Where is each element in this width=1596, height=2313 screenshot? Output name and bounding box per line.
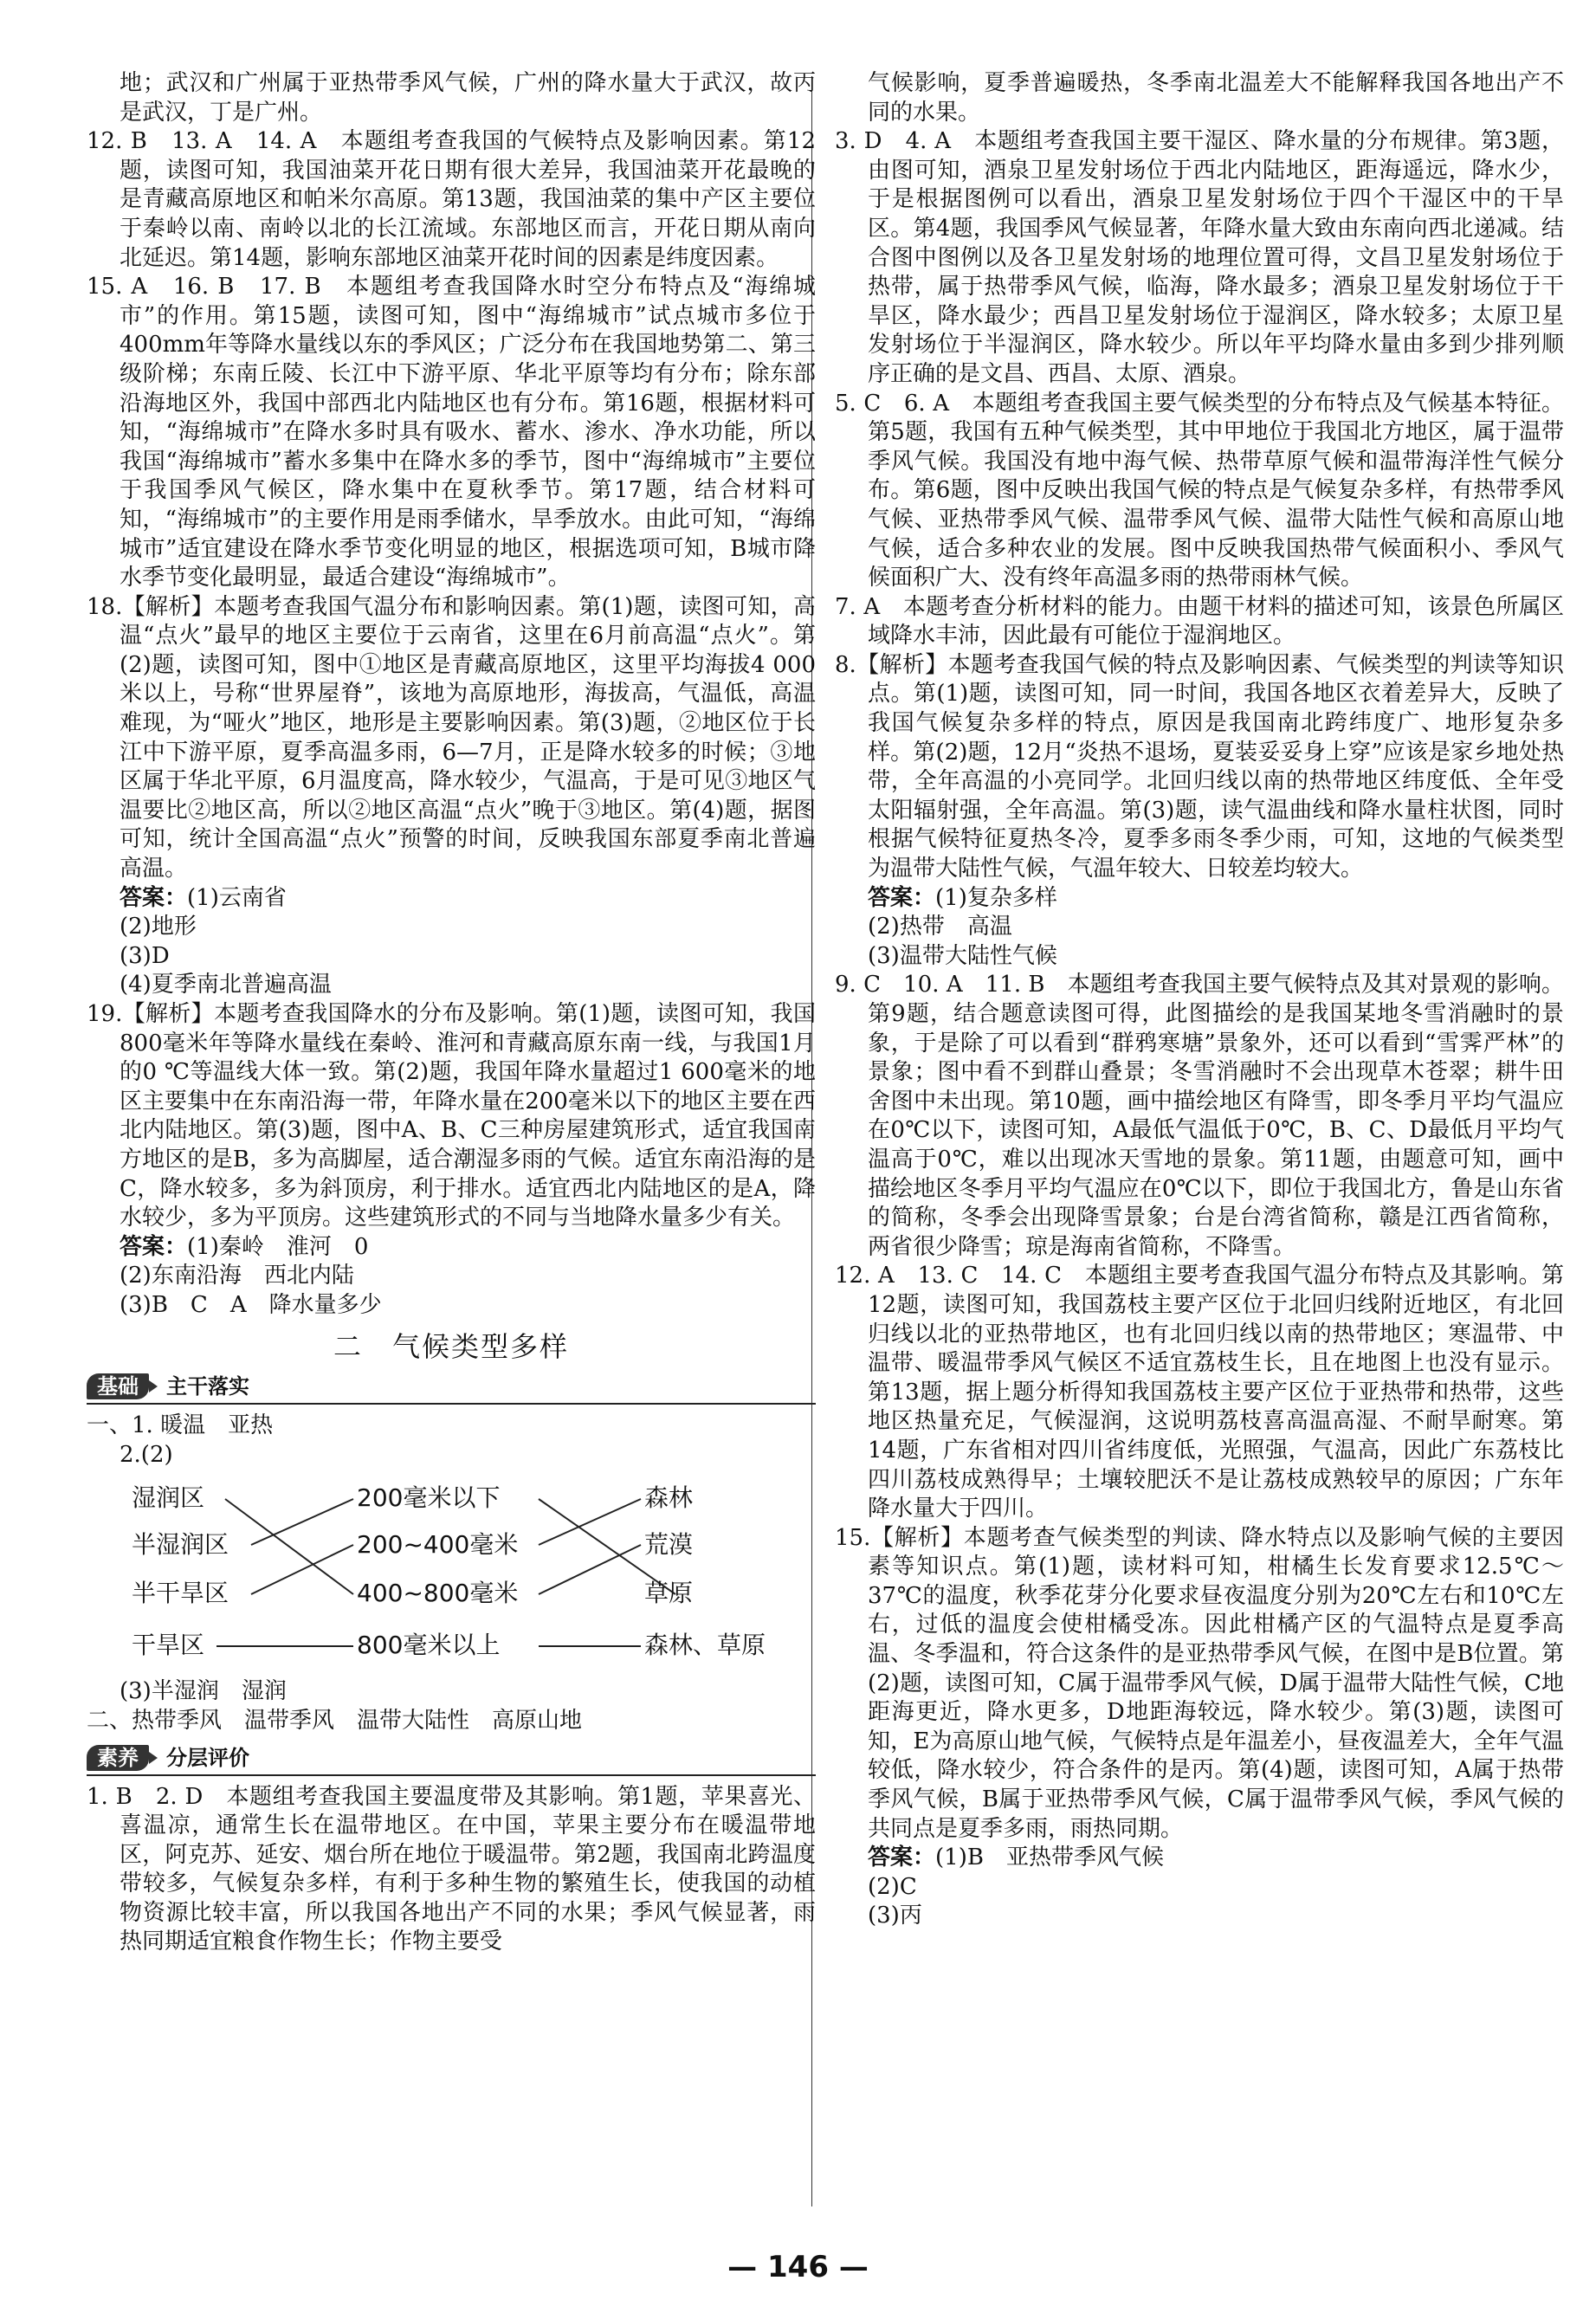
match-left-item: 湿润区 xyxy=(132,1483,205,1513)
paragraph: 气候影响，夏季普遍暖热，冬季南北温差大不能解释我国各地出产不同的水果。 xyxy=(868,70,1564,126)
section-label: 主干落实 xyxy=(166,1374,249,1399)
match-line xyxy=(225,1499,353,1594)
match-right-item: 森林 xyxy=(644,1483,694,1513)
match-left-item: 半干旱区 xyxy=(132,1579,229,1608)
answer-18-label: 答案：(1)云南省 xyxy=(120,884,287,911)
answer-19: 19.【解析】本题考查我国降水的分布及影响。第(1)题，读图可知，我国800毫米年等降水量线在秦岭、淮河和青藏高原东南一线，与我国1月的0 ℃等温线大体一致。第(2)题，我国年降水量超过1 600毫米的地区主要集中在东南沿海一带，年降水量在200毫米以下的地区主要在西北内陆地区。第(3)题，图中A、B、C三种房屋建筑形式，适宜我国南方地区的是B，多为高脚屋，适合潮湿多雨的气候。适宜东南沿海的是C，降水较多，多为斜顶房，利于排水。适宜西北内陆地区的是A，降水较少，多为平顶房。这些建筑形式的不同与当地降水量多少有关。 xyxy=(87,1001,816,1231)
answer-15-line: (2)C xyxy=(868,1873,917,1900)
answer-15: 15.【解析】本题考查气候类型的判读、降水特点以及影响气候的主要因素等知识点。第(1)题，读材料可知，柑橘生长发育要求12.5℃～37℃的温度，秋季花芽分化要求昼夜温度分别为20℃左右和10℃左右，过低的温度会使柑橘受冻。因此柑橘产区的气温特点是夏季高温、冬季温和，符合这条件的是亚热带季风气候，在图中是B位置。第(2)题，读图可知，C属于温带季风气候，D属于温带大陆性气候，C地距海更近，降水更多，D地距海较远，降水较少。第(3)题，读图可知，E为高原山地气候，气候特点是年温差小，昼夜温差大，全年气温较低，降水较少，符合条件的是丙。第(4)题，读图可知，A属于热带季风气候，B属于亚热带季风气候，C属于温带季风气候，季风气候的共同点是夏季多雨，雨热同期。 xyxy=(835,1524,1564,1842)
answer-15-17: 15. A 16. B 17. B 本题组考查我国降水时空分布特点及“海绵城市”的作用。第15题，读图可知，图中“海绵城市”试点城市多位于400mm年等降水量线以东的季风区；广泛分布在我国地势第二、第三级阶梯；东南丘陵、长江中下游平原、华北平原等均有分布；除东部沿海地区外，我国中部西北内陆地区也有分布。第16题，根据材料可知，“海绵城市”在降水多时具有吸水、蓄水、渗水、净水功能，所以我国“海绵城市”蓄水多集中在降水多的季节，图中“海绵城市”主要位于我国季风气候区，降水集中在夏秋季节。第17题，结合材料可知，“海绵城市”的主要作用是雨季储水，旱季放水。由此可知，“海绵城市”适宜建设在降水季节变化明显的地区，根据选项可知，B城市降水季节变化最明显，最适合建设“海绵城市”。 xyxy=(87,274,816,591)
section-bar-competency xyxy=(87,1741,816,1776)
match-line xyxy=(539,1499,641,1545)
match-right-item: 草原 xyxy=(644,1579,694,1608)
answer-12-14: 12. B 13. A 14. A 本题组考查我国的气候特点及影响因素。第12题，读图可知，我国油菜开花日期有很大差异，我国油菜开花最晚的是青藏高原地区和帕米尔高原。第13题，我国油菜的集中产区主要位于秦岭以南、南岭以北的长江流域。东部地区而言，开花日期从南向北延迟。第14题，影响东部地区油菜开花时间的因素是纬度因素。 xyxy=(87,128,816,271)
left-column xyxy=(87,69,816,1957)
answer-7: 7. A 本题考查分析材料的能力。由题干材料的描述可知，该景色所属区域降水丰沛，因此最有可能位于湿润地区。 xyxy=(835,593,1564,649)
match-right-item: 森林、草原 xyxy=(644,1631,766,1660)
paragraph: 地；武汉和广州属于亚热带季风气候，广州的降水量大于武汉，故丙是武汉，丁是广州。 xyxy=(120,70,816,126)
answer-1-2: 1. B 2. D 本题组考查我国主要温度带及其影响。第1题，苹果喜光、喜温凉，通常生长在温带地区。在中国，苹果主要分布在暖温带地区，阿克苏、延安、烟台所在地位于暖温带。第2题，我国南北跨温度带较多，气候复杂多样，有利于多种生物的繁殖生长，使我国的动植物资源比较丰富，所以我国各地出产不同的水果；季风气候显著，雨热同期适宜粮食作物生长；作物主要受 xyxy=(87,1783,816,1955)
match-line xyxy=(251,1499,353,1545)
match-left-item: 干旱区 xyxy=(132,1631,205,1660)
basic-answer-2: 2.(2) xyxy=(120,1441,173,1468)
answer-8-line: (3)温带大陆性气候 xyxy=(868,942,1057,969)
answer-18-line: (4)夏季南北普遍高温 xyxy=(120,972,332,998)
answer-8-label: 答案：(1)复杂多样 xyxy=(868,884,1057,911)
answer-15-label: 答案：(1)B 亚热带季风气候 xyxy=(868,1845,1164,1871)
answer-5-6: 5. C 6. A 本题组考查我国主要气候类型的分布特点及气候基本特征。第5题，我国有五种气候类型，其中甲地位于我国北方地区，属于温带季风气候。我国没有地中海气候、热带草原气候和温带海洋性气候分布。第6题，图中反映出我国气候的特点是气候复杂多样，有热带季风气候、亚热带季风气候、温带季风气候、温带大陆性气候和高原山地气候，适合多种农业的发展。图中反映我国热带气候面积小、季风气候面积广大、没有终年高温多雨的热带雨林气候。 xyxy=(835,390,1564,591)
section-title: 二 气候类型多样 xyxy=(333,1329,569,1363)
section-bar-basic xyxy=(87,1370,816,1405)
answer-19-label: 答案：(1)秦岭 淮河 0 xyxy=(120,1233,369,1260)
answer-8-line: (2)热带 高温 xyxy=(868,914,1012,940)
match-line xyxy=(251,1545,353,1594)
page-number: — 146 — xyxy=(727,2250,869,2284)
match-mid-item: 800毫米以上 xyxy=(357,1631,501,1660)
answer-8: 8.【解析】本题考查我国气候的特点及影响因素、气候类型的判读等知识点。第(1)题，读图可知，同一时间，我国各地区衣着差异大，反映了我国气候复杂多样的特点，原因是我国南北跨纬度广、地形复杂多样。第(2)题，12月“炎热不退场，夏装妥妥身上穿”应该是家乡地处热带，全年高温的小亮同学。北回归线以南的热带地区纬度低、全年受太阳辐射强，全年高温。第(3)题，读气温曲线和降水量柱状图，同时根据气候特征夏热冬冷，夏季多雨冬季少雨，可知，这地的气候类型为温带大陆性气候，气温年较大、日较差均较大。 xyxy=(835,651,1564,882)
answer-18: 18.【解析】本题考查我国气温分布和影响因素。第(1)题，读图可知，高温“点火”最早的地区主要位于云南省，这里在6月前高温“点火”。第(2)题，读图可知，图中①地区是青藏高原地区，这里平均海拔4 000米以上，号称“世界屋脊”，该地为高原地形，海拔高，气温低，高温难现，为“哑火”地区，地形是主要影响因素。第(3)题，②地区位于长江中下游平原，夏季高温多雨，6—7月，正是降水较多的时候；③地区属于华北平原，6月温度高，降水较少，气温高，于是可见③地区气温要比②地区高，所以②地区高温“点火”晚于③地区。第(4)题，据图可知，统计全国高温“点火”预警的时间，反映我国东部夏季南北普遍高温。 xyxy=(87,593,816,882)
answer-18-line: (3)D xyxy=(120,942,170,969)
match-line xyxy=(539,1545,641,1594)
answer-3-4: 3. D 4. A 本题组考查我国主要干湿区、降水量的分布规律。第3题，由图可知，酒泉卫星发射场位于西北内陆地区，距海遥远，降水少，于是根据图例可以看出，酒泉卫星发射场位于四个干湿区中的干旱区。第4题，我国季风气候显著，年降水量大致由东南向西北递减。结合图中图例以及各卫星发射场的地理位置可得，文昌卫星发射场位于热带，属于热带季风气候，临海，降水最多；酒泉卫星发射场位于干旱区，降水最少；西昌卫星发射场位于湿润区，降水较多；太原卫星发射场位于半湿润区，降水较少。所以年平均降水量由多到少排列顺序正确的是文昌、西昌、太原、酒泉。 xyxy=(835,128,1564,387)
match-right-item: 荒漠 xyxy=(644,1530,694,1560)
answer-19-line: (2)东南沿海 西北内陆 xyxy=(120,1263,354,1289)
answer-12-14: 12. A 13. C 14. C 本题组主要考查我国气温分布特点及其影响。第12题，读图可知，我国荔枝主要产区位于北回归线附近地区，有北回归线以北的亚热带地区，也有北回归线以南的热带地区；寒温带、中温带、暖温带季风气候区不适宜荔枝生长，且在地图上也没有显示。第13题，据上题分析得知我国荔枝主要产区位于亚热带和热带，这些地区热量充足，气候湿润，这说明荔枝喜高温高湿、不耐旱耐寒。第14题，广东省相对四川省纬度低，光照强，气温高，因此广东荔枝比四川荔枝成熟得早；土壤较肥沃不是让荔枝成熟较早的原因；广东年降水量大于四川。 xyxy=(835,1263,1564,1522)
right-column xyxy=(835,69,1564,1931)
answer-18-line: (2)地形 xyxy=(120,914,197,940)
section-label: 分层评价 xyxy=(166,1745,249,1770)
match-mid-item: 200毫米以下 xyxy=(357,1483,501,1513)
basic-answer-3: (3)半湿润 湿润 xyxy=(120,1678,287,1705)
answer-9-11: 9. C 10. A 11. B 本题组考查我国主要气候特点及其对景观的影响。第9题，结合题意读图可得，此图描绘的是我国某地冬雪消融时的景象，于是除了可以看到“群鸦寒塘”景象外，还可以看到“雪霁严林”的景象；图中看不到群山叠景；冬雪消融时不会出现草木苍翠；耕牛田舍图中未出现。第10题，画中描绘地区有降雪，即冬季月平均气温应在0℃以下，读图可知，A最低气温低于0℃，B、C、D最低月平均气温高于0℃，难以出现冰天雪地的景象。第11题，由题意可知，画中描绘地区冬季月平均气温应在0℃以下，即位于我国北方，鲁是山东省的简称，冬季会出现降雪景象；台是台湾省简称，赣是江西省简称，两省很少降雪；琼是海南省简称，不降雪。 xyxy=(835,972,1564,1260)
basic-answer-4: 二、热带季风 温带季风 温带大陆性 高原山地 xyxy=(87,1707,583,1734)
match-mid-item: 200~400毫米 xyxy=(357,1530,519,1560)
answer-15-line: (3)丙 xyxy=(868,1903,922,1929)
basic-answer-1: 一、1. 暖温 亚热 xyxy=(87,1412,274,1439)
section-tag: 基础 xyxy=(87,1373,149,1399)
match-left-item: 半湿润区 xyxy=(132,1530,229,1560)
matching-diagram xyxy=(87,1473,816,1672)
answer-19-line: (3)B C A 降水量多少 xyxy=(120,1291,382,1318)
section-tag: 素养 xyxy=(87,1745,149,1771)
match-mid-item: 400~800毫米 xyxy=(357,1579,519,1608)
